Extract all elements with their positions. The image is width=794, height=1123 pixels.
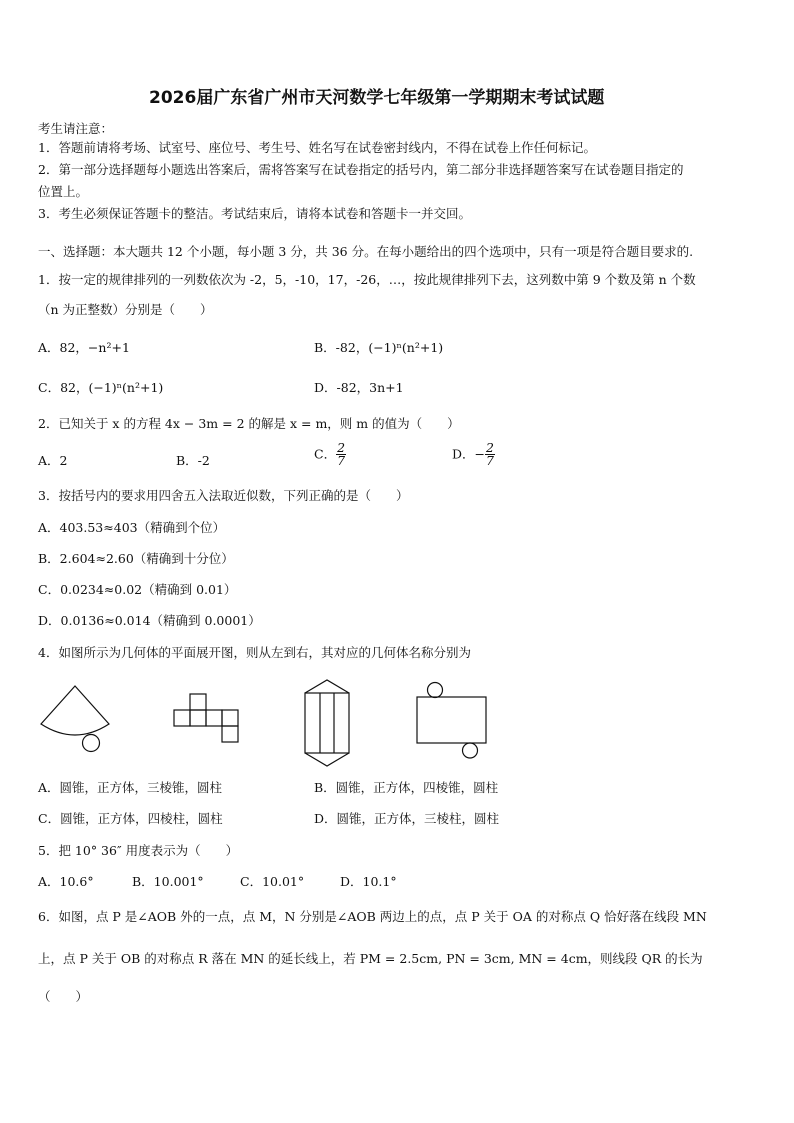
q3-option-a: A．403.53≈403（精确到个位） — [38, 520, 226, 535]
q4-option-a: A．圆锥，正方体，三棱锥，圆柱 — [38, 780, 223, 795]
page-title: 2026届广东省广州市天河数学七年级第一学期期末考试试题 — [149, 88, 605, 108]
q2-option-d-fraction — [485, 442, 495, 467]
notice-item-2-cont: 位置上。 — [38, 184, 89, 199]
q1-option-b: B．-82，(−1)ⁿ(n²+1) — [314, 340, 444, 355]
notice-heading: 考生请注意： — [38, 121, 114, 136]
q4-stem: 4．如图所示为几何体的平面展开图，则从左到右，其对应的几何体名称分别为 — [38, 645, 471, 660]
q1-stem-line2: （n 为正整数）分别是（ ） — [38, 302, 213, 317]
notice-item-3: 3．考生必须保证答题卡的整洁。考试结束后，请将本试卷和答题卡一并交回。 — [38, 206, 471, 221]
q6-stem-line2: 上，点 P 关于 OB 的对称点 R 落在 MN 的延长线上，若 PM = 2.5cm, PN = 3cm, MN = 4cm，则线段 QR 的长为 — [38, 951, 703, 966]
q2-option-d-numerator: 2 — [486, 440, 494, 455]
q2-option-c-denominator: 7 — [337, 453, 346, 468]
q1-option-c: C．82，(−1)ⁿ(n²+1) — [38, 380, 164, 395]
q2-option-d — [452, 442, 495, 467]
notice-item-2: 2．第一部分选择题每小题选出答案后，需将答案写在试卷指定的括号内，第二部分非选择题答案写在试卷题目指定的 — [38, 162, 684, 177]
q4-option-d: D．圆锥，正方体，三棱柱，圆柱 — [314, 811, 500, 826]
q2-option-c-numerator: 2 — [337, 440, 346, 455]
cube-net-figure — [174, 693, 242, 745]
q5-option-b: B．10.001° — [132, 874, 204, 889]
cylinder-net-figure — [416, 682, 488, 764]
q2-option-b: B．-2 — [176, 453, 210, 468]
q3-option-c: C．0.0234≈0.02（精确到 0.01） — [38, 582, 237, 597]
q3-option-b: B．2.604≈2.60（精确到十分位） — [38, 551, 234, 566]
q1-option-a: A．82，−n²+1 — [38, 340, 130, 355]
q2-option-c — [314, 442, 346, 467]
prism-net-figure — [304, 679, 350, 767]
q1-option-d: D．-82，3n+1 — [314, 380, 404, 395]
q5-option-c: C．10.01° — [240, 874, 305, 889]
q2-option-c-label: C． — [314, 446, 337, 462]
q6-stem-line1: 6．如图，点 P 是∠AOB 外的一点，点 M，N 分别是∠AOB 两边上的点，点 P 关于 OA 的对称点 Q 恰好落在线段 MN — [38, 909, 707, 924]
q2-option-a: A．2 — [38, 453, 68, 468]
section-heading: 一、选择题：本大题共 12 个小题，每小题 3 分，共 36 分。在每小题给出的四个选项中，只有一项是符合题目要求的. — [38, 244, 694, 259]
q2-stem: 2．已知关于 x 的方程 4x − 3m = 2 的解是 x = m，则 m 的值为（ ） — [38, 416, 460, 431]
cone-net-figure — [38, 684, 113, 756]
q4-option-c: C．圆锥，正方体，四棱柱，圆柱 — [38, 811, 223, 826]
q6-stem-line3: （ ） — [38, 989, 89, 1004]
q2-option-d-denominator: 7 — [486, 453, 494, 468]
q4-option-b: B．圆锥，正方体，四棱锥，圆柱 — [314, 780, 499, 795]
q5-option-d: D．10.1° — [340, 874, 397, 889]
notice-item-1: 1．答题前请将考场、试室号、座位号、考生号、姓名写在试卷密封线内，不得在试卷上作任何标记。 — [38, 140, 596, 155]
q1-stem-line1: 1．按一定的规律排列的一列数依次为 -2，5，-10，17，-26，…，按此规律排列下去，这列数中第 9 个数及第 n 个数 — [38, 272, 696, 287]
q5-stem: 5．把 10° 36″ 用度表示为（ ） — [38, 843, 239, 858]
q2-option-c-fraction — [336, 442, 346, 467]
q3-stem: 3．按括号内的要求用四舍五入法取近似数，下列正确的是（ ） — [38, 488, 409, 503]
q3-option-d: D．0.0136≈0.014（精确到 0.0001） — [38, 613, 261, 628]
q5-option-a: A．10.6° — [38, 874, 94, 889]
q2-option-d-label: D．− — [452, 446, 485, 462]
